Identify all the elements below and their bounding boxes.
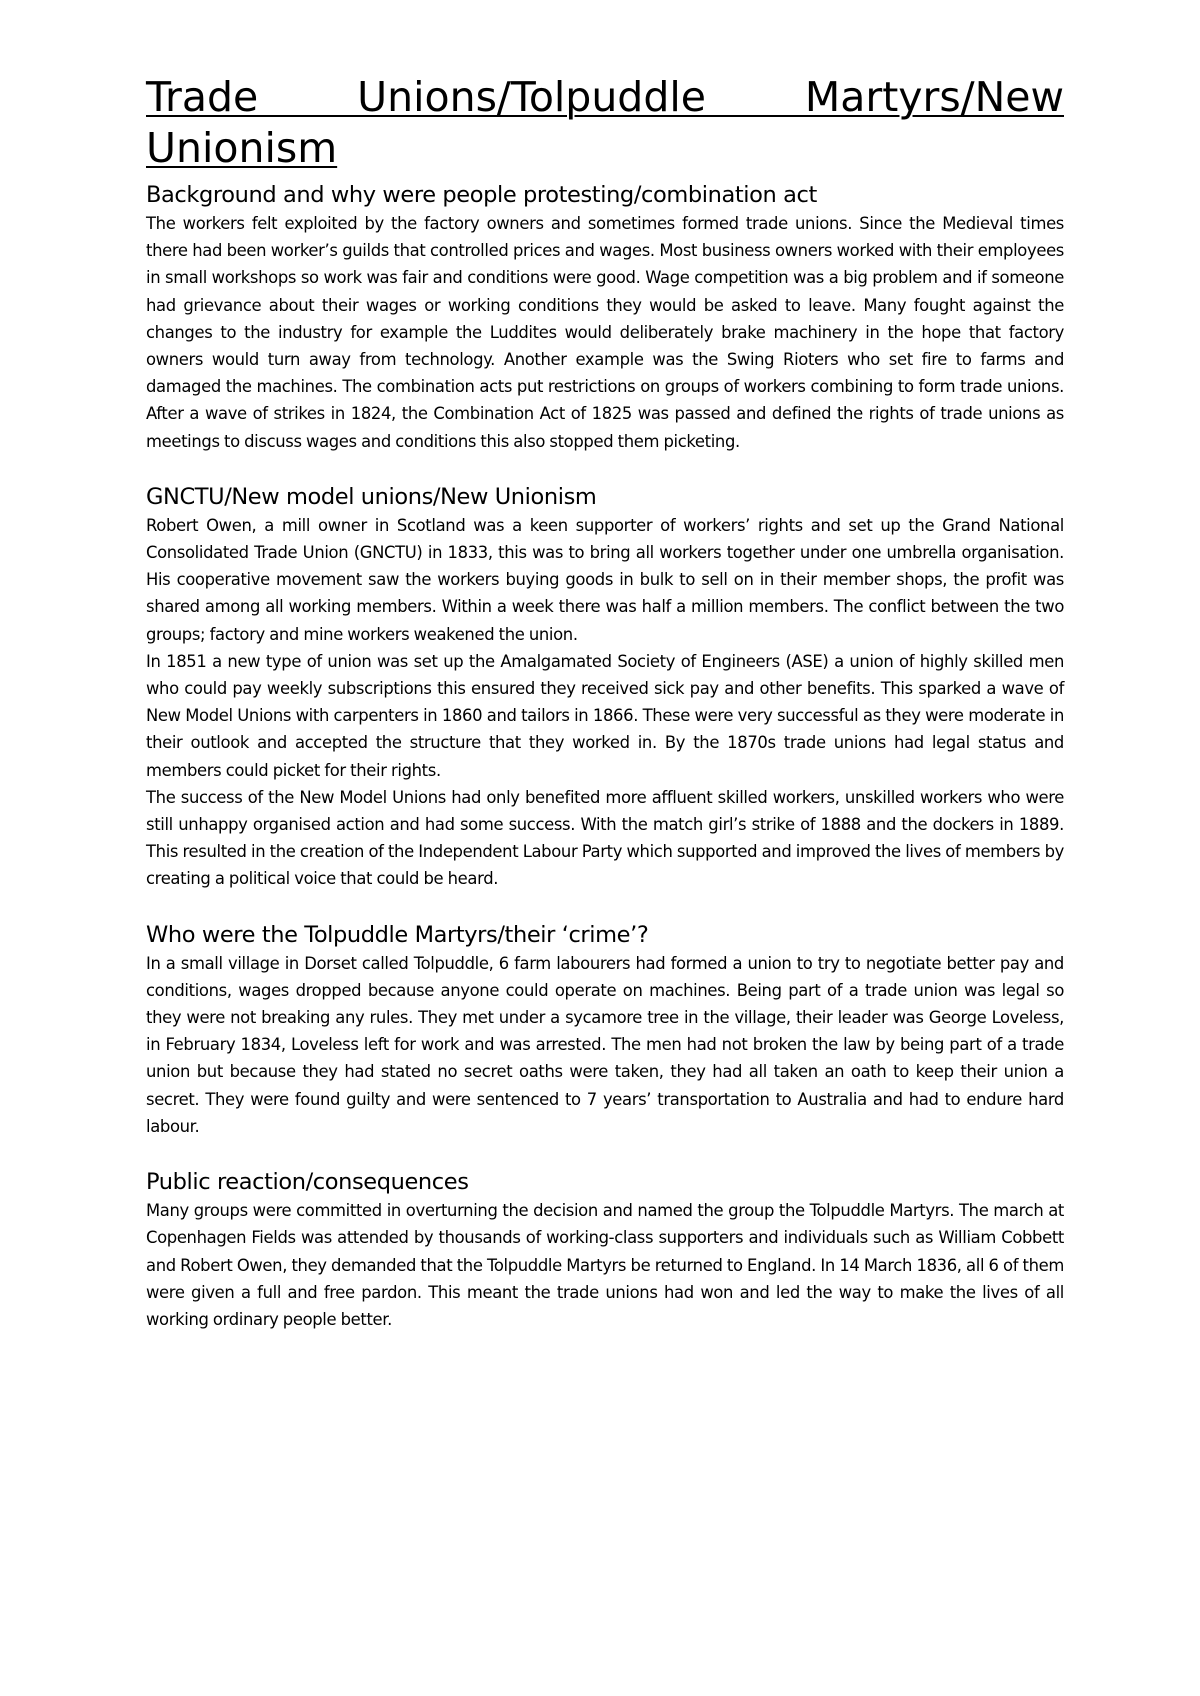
- section-spacer: [146, 893, 1064, 920]
- document-page: [146, 72, 1064, 1333]
- paragraph: In a small village in Dorset called Tolpuddle, 6 farm labourers had formed a union to try to negotiate better pay and conditions, wages dropped because anyone could operate on machines. Being part of a trade union was legal so they were not breaking any rules. They met under a sycamore tree in the village, their leader was George Loveless, in February 1834, Loveless left for work and was arrested. The men had not broken the law by being part of a trade union but because they had stated no secret oaths were taken, they had all taken an oath to keep their union a secret. They were found guilty and were sentenced to 7 years’ transportation to Australia and had to endure hard labour.: [146, 953, 1064, 1136]
- paragraph: In 1851 a new type of union was set up the Amalgamated Society of Engineers (ASE) a union of highly skilled men who could pay weekly subscriptions this ensured they received sick pay and other benefits. This sparked a wave of New Model Unions with carpenters in 1860 and tailors in 1866. These were very successful as they were moderate in their outlook and accepted the structure that they worked in. By the 1870s trade unions had legal status and members could picket for their rights.: [146, 651, 1064, 780]
- section-spacer: [146, 1140, 1064, 1167]
- section-heading-gnctu: GNCTU/New model unions/New Unionism: [146, 483, 597, 510]
- section-gnctu: [146, 482, 1064, 893]
- section-heading-background: Background and why were people protesting/combination act: [146, 182, 817, 208]
- paragraph: Robert Owen, a mill owner in Scotland was a keen supporter of workers’ rights and set up the Grand National Consolidated Trade Union (GNCTU) in 1833, this was to bring all workers together under one umbrella organisation. His cooperative movement saw the workers buying goods in bulk to sell on in their member shops, the profit was shared among all working members. Within a week there was half a million members. The conflict between the two groups; factory and mine workers weakened the union.: [146, 515, 1064, 644]
- document-title: Trade Unions/Tolpuddle Martyrs/New Unionism: [146, 73, 1064, 172]
- section-heading-tolpuddle: Who were the Tolpuddle Martyrs/their ‘crime’?: [146, 921, 649, 948]
- paragraph: The workers felt exploited by the factory owners and sometimes formed trade unions. Since the Medieval times there had been worker’s guilds that controlled prices and wages. Most business owners worked with their employees in small workshops so work was fair and conditions were good. Wage competition was a big problem and if someone had grievance about their wages or working conditions they would be asked to leave. Many fought against the changes to the industry for example the Luddites would deliberately brake machinery in the hope that factory owners would turn away from technology. Another example was the Swing Rioters who set fire to farms and damaged the machines. The combination acts put restrictions on groups of workers combining to form trade unions. After a wave of strikes in 1824, the Combination Act of 1825 was passed and defined the rights of trade unions as meetings to discuss wages and conditions this also stopped them picketing.: [146, 214, 1064, 451]
- section-heading-public-reaction: Public reaction/consequences: [146, 1169, 469, 1196]
- section-public-reaction: [146, 1167, 1064, 1333]
- paragraph: The success of the New Model Unions had only benefited more affluent skilled workers, unskilled workers who were still unhappy organised action and had some success. With the match girl’s strike of 1888 and the dockers in 1889. This resulted in the creation of the Independent Labour Party which supported and improved the lives of members by creating a political voice that could be heard.: [146, 787, 1064, 889]
- section-background: [146, 180, 1064, 455]
- section-spacer: [146, 455, 1064, 482]
- paragraph: Many groups were committed in overturning the decision and named the group the Tolpuddle Martyrs. The march at Copenhagen Fields was attended by thousands of working-class supporters and individuals such as William Cobbett and Robert Owen, they demanded that the Tolpuddle Martyrs be returned to England. In 14 March 1836, all 6 of them were given a full and free pardon. This meant the trade unions had won and led the way to make the lives of all working ordinary people better.: [146, 1201, 1064, 1329]
- section-tolpuddle: [146, 920, 1064, 1140]
